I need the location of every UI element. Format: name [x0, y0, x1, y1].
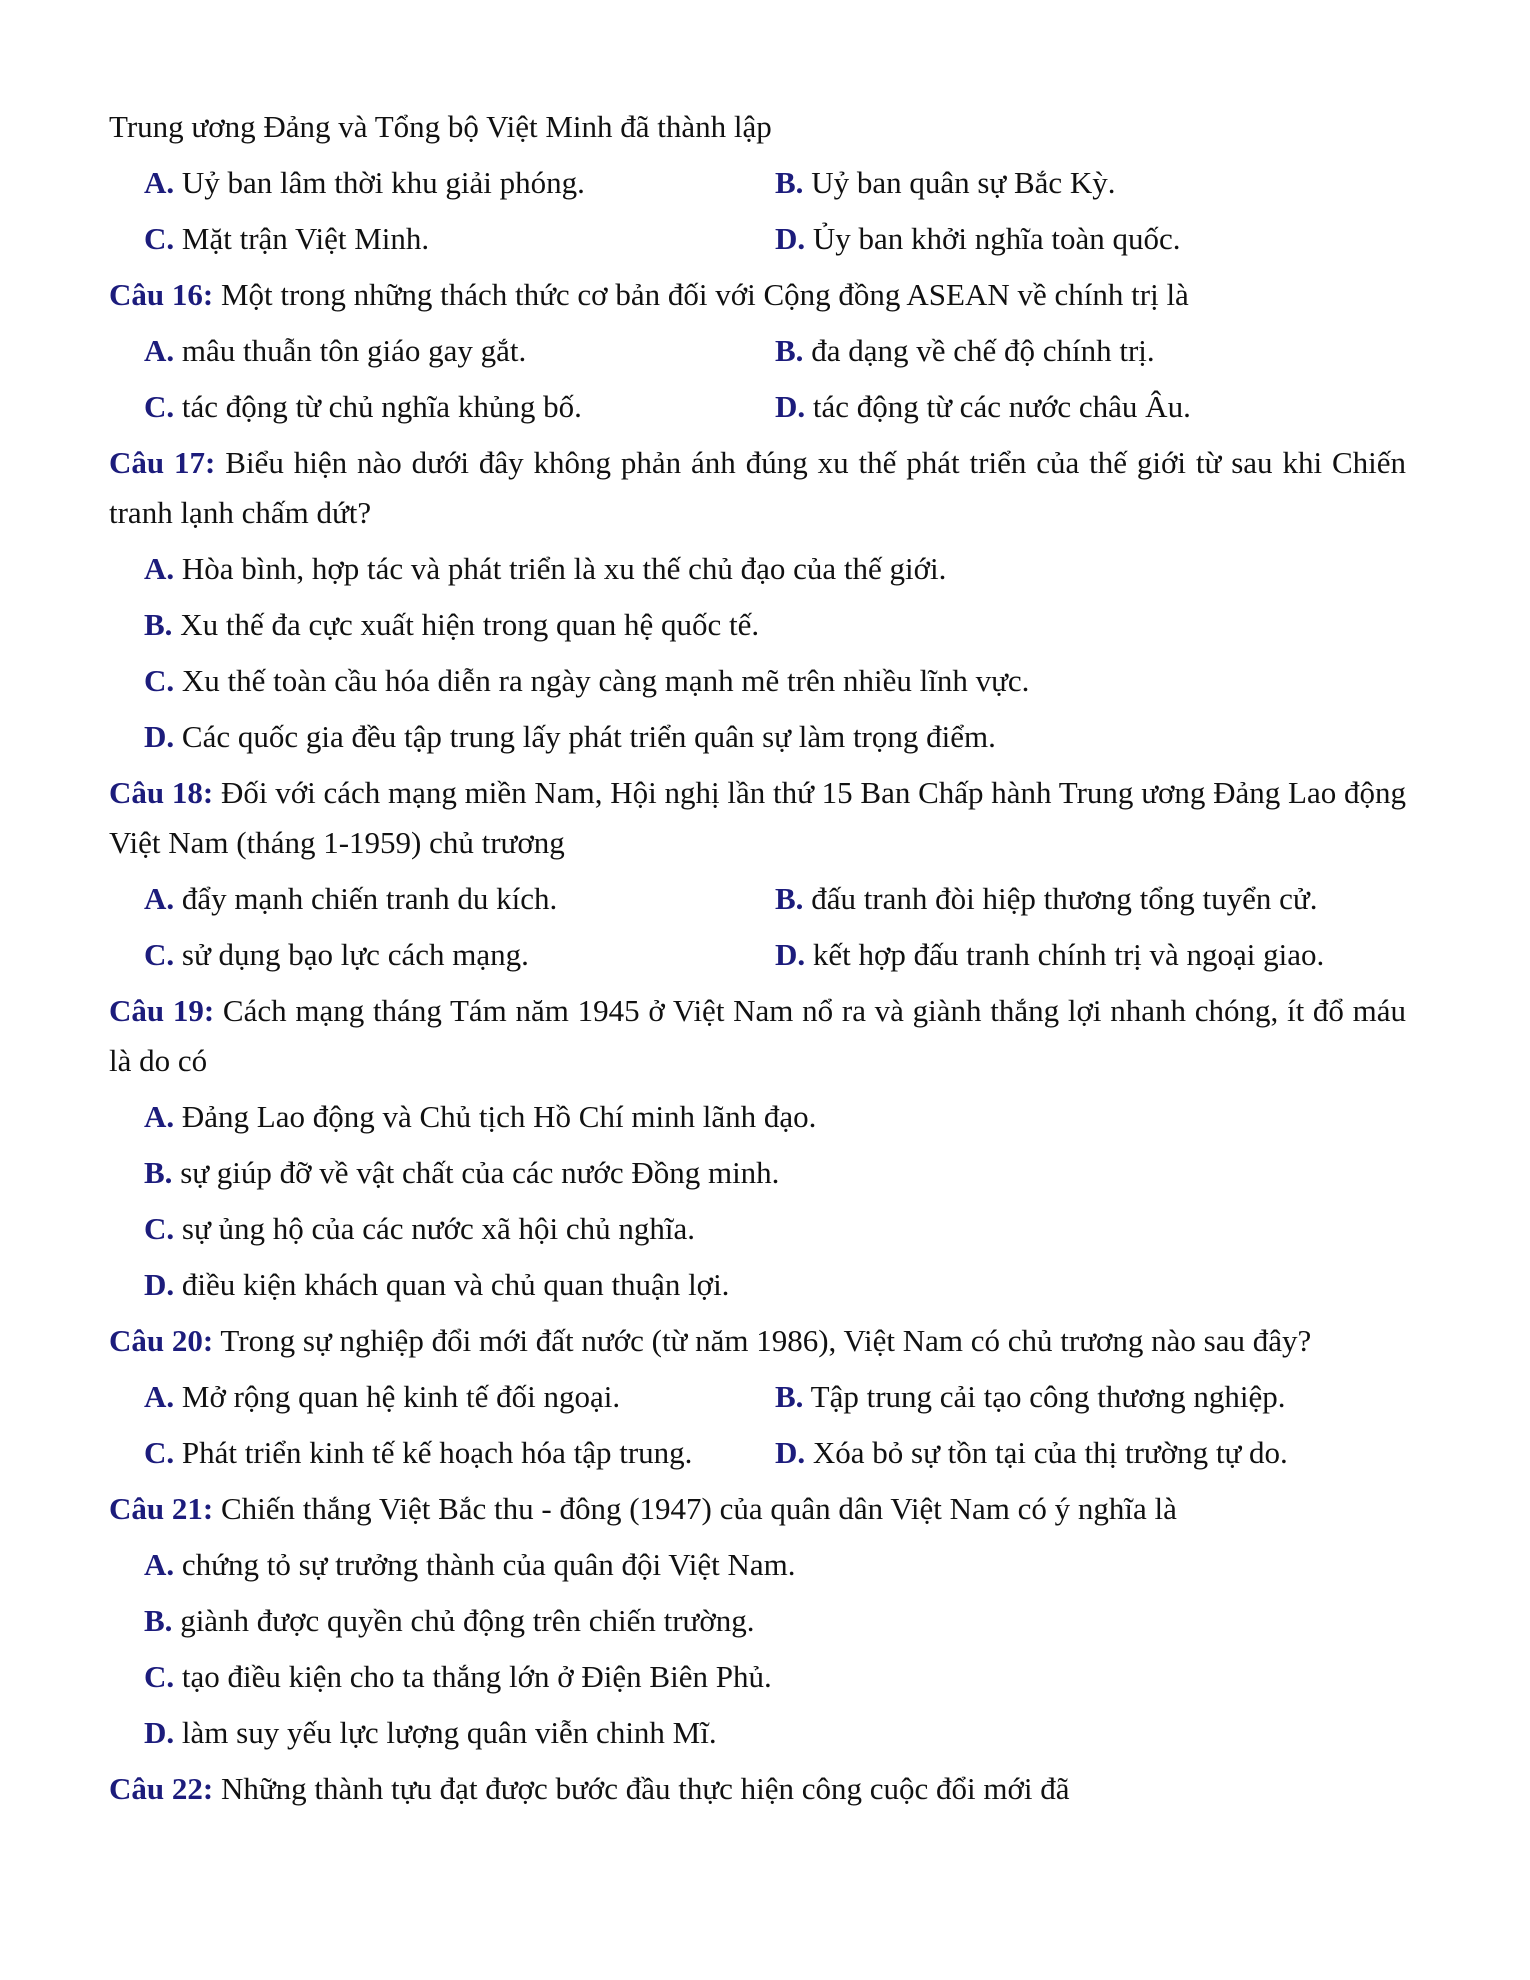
question-stem	[109, 270, 1406, 320]
option-line	[109, 1596, 1406, 1646]
question-text: Trong sự nghiệp đổi mới đất nước (từ năm 1986), Việt Nam có chủ trương nào sau đây?	[220, 1323, 1312, 1358]
question-text: Một trong những thách thức cơ bản đối với Cộng đồng ASEAN về chính trị là	[220, 277, 1189, 312]
option-b	[144, 1596, 1406, 1646]
option-label: B.	[775, 333, 804, 368]
option-label: A.	[144, 881, 175, 916]
option-text: Các quốc gia đều tập trung lấy phát triển quân sự làm trọng điểm.	[181, 719, 996, 754]
option-label: A.	[144, 1379, 175, 1414]
option-label: A.	[144, 333, 175, 368]
option-text: làm suy yếu lực lượng quân viễn chinh Mĩ.	[181, 1715, 717, 1750]
option-text: tác động từ chủ nghĩa khủng bố.	[181, 389, 582, 424]
option-c	[144, 214, 775, 264]
question-stem	[109, 1484, 1406, 1534]
question-number: Câu 19:	[109, 993, 215, 1028]
option-row	[109, 326, 1406, 376]
question-stem	[109, 768, 1406, 868]
question-stem	[109, 986, 1406, 1086]
option-a	[144, 874, 775, 924]
question-21	[109, 1484, 1406, 1758]
option-text: chứng tỏ sự trưởng thành của quân đội Việt Nam.	[181, 1547, 796, 1582]
option-label: B.	[144, 1155, 173, 1190]
option-label: C.	[144, 1435, 175, 1470]
question-22	[109, 1764, 1406, 1814]
question-intro-text: Trung ương Đảng và Tổng bộ Việt Minh đã thành lập	[109, 109, 772, 144]
option-label: A.	[144, 165, 175, 200]
option-label: A.	[144, 1099, 175, 1134]
option-text: Phát triển kinh tế kế hoạch hóa tập trung.	[181, 1435, 693, 1470]
option-label: D.	[775, 937, 806, 972]
question-18	[109, 768, 1406, 980]
option-c	[144, 1428, 775, 1478]
option-row	[109, 158, 1406, 208]
option-row	[109, 1372, 1406, 1422]
option-text: tạo điều kiện cho ta thắng lớn ở Điện Biên Phủ.	[181, 1659, 772, 1694]
option-text: sự giúp đỡ về vật chất của các nước Đồng minh.	[180, 1155, 780, 1190]
option-line	[109, 656, 1406, 706]
option-text: điều kiện khách quan và chủ quan thuận lợi.	[181, 1267, 730, 1302]
option-a	[144, 1540, 1406, 1590]
option-label: C.	[144, 937, 175, 972]
option-text: tác động từ các nước châu Âu.	[812, 389, 1191, 424]
option-text: Xu thế toàn cầu hóa diễn ra ngày càng mạnh mẽ trên nhiều lĩnh vực.	[181, 663, 1030, 698]
question-text: Chiến thắng Việt Bắc thu - đông (1947) của quân dân Việt Nam có ý nghĩa là	[220, 1491, 1177, 1526]
option-text: sự ủng hộ của các nước xã hội chủ nghĩa.	[181, 1211, 696, 1246]
option-c	[144, 1204, 1406, 1254]
question-stem	[109, 1764, 1406, 1814]
option-label: C.	[144, 663, 175, 698]
option-label: D.	[144, 1267, 175, 1302]
option-line	[109, 1204, 1406, 1254]
option-d	[775, 930, 1324, 980]
option-d	[775, 1428, 1288, 1478]
option-b	[144, 600, 1406, 650]
option-row	[109, 1428, 1406, 1478]
option-line	[109, 712, 1406, 762]
option-label: C.	[144, 1659, 175, 1694]
question-stem	[109, 1316, 1406, 1366]
option-c	[144, 656, 1406, 706]
option-line	[109, 1148, 1406, 1198]
question-list	[109, 270, 1406, 1814]
option-c	[144, 1652, 1406, 1702]
option-text: đẩy mạnh chiến tranh du kích.	[181, 881, 558, 916]
option-c	[144, 382, 775, 432]
option-row	[109, 874, 1406, 924]
option-label: C.	[144, 1211, 175, 1246]
option-label: A.	[144, 1547, 175, 1582]
question-text: Cách mạng tháng Tám năm 1945 ở Việt Nam nổ ra và giành thắng lợi nhanh chóng, ít đổ máu là do có	[109, 993, 1407, 1078]
option-text: đấu tranh đòi hiệp thương tổng tuyển cử.	[811, 881, 1318, 916]
option-label: D.	[144, 1715, 175, 1750]
option-text: Tập trung cải tạo công thương nghiệp.	[810, 1379, 1286, 1414]
option-text: Đảng Lao động và Chủ tịch Hồ Chí minh lãnh đạo.	[181, 1099, 817, 1134]
option-d	[144, 1708, 1406, 1758]
option-label: B.	[144, 607, 173, 642]
question-16	[109, 270, 1406, 432]
question-number: Câu 21:	[109, 1491, 214, 1526]
option-label: A.	[144, 551, 175, 586]
option-b	[775, 874, 1317, 924]
option-b	[775, 326, 1155, 376]
option-text: Xu thế đa cực xuất hiện trong quan hệ quốc tế.	[180, 607, 760, 642]
option-b	[775, 1372, 1285, 1422]
option-text: đa dạng về chế độ chính trị.	[811, 333, 1155, 368]
option-line	[109, 1708, 1406, 1758]
option-text: Hòa bình, hợp tác và phát triển là xu thế chủ đạo của thế giới.	[181, 551, 947, 586]
question-text: Những thành tựu đạt được bước đầu thực hiện công cuộc đổi mới đã	[220, 1771, 1070, 1806]
question-number: Câu 16:	[109, 277, 214, 312]
question-text: Đối với cách mạng miền Nam, Hội nghị lần thứ 15 Ban Chấp hành Trung ương Đảng Lao động Việt Nam (tháng 1-1959) chủ trương	[109, 775, 1407, 860]
option-label: D.	[144, 719, 175, 754]
option-row	[109, 930, 1406, 980]
option-label: B.	[144, 1603, 173, 1638]
option-text: Ủy ban khởi nghĩa toàn quốc.	[812, 221, 1181, 256]
option-text: sử dụng bạo lực cách mạng.	[181, 937, 529, 972]
option-text: Mặt trận Việt Minh.	[181, 221, 430, 256]
option-row	[109, 214, 1406, 264]
exam-page	[109, 102, 1406, 1820]
option-d	[144, 1260, 1406, 1310]
option-a	[144, 544, 1406, 594]
option-a	[144, 1092, 1406, 1142]
option-line	[109, 1652, 1406, 1702]
question-19	[109, 986, 1406, 1310]
option-row	[109, 382, 1406, 432]
option-line	[109, 600, 1406, 650]
question-number: Câu 17:	[109, 445, 216, 480]
question-17	[109, 438, 1406, 762]
question-number: Câu 18:	[109, 775, 214, 810]
option-d	[775, 214, 1181, 264]
question-20	[109, 1316, 1406, 1478]
option-line	[109, 1540, 1406, 1590]
option-label: C.	[144, 389, 175, 424]
option-line	[109, 544, 1406, 594]
question-number: Câu 22:	[109, 1771, 214, 1806]
option-b	[144, 1148, 1406, 1198]
option-text: Uỷ ban lâm thời khu giải phóng.	[181, 165, 585, 200]
option-text: Mở rộng quan hệ kinh tế đối ngoại.	[181, 1379, 621, 1414]
option-text: mâu thuẫn tôn giáo gay gắt.	[181, 333, 527, 368]
option-d	[775, 382, 1191, 432]
option-text: Xóa bỏ sự tồn tại của thị trường tự do.	[812, 1435, 1288, 1470]
question-number: Câu 20:	[109, 1323, 214, 1358]
option-label: C.	[144, 221, 175, 256]
option-d	[144, 712, 1406, 762]
option-b	[775, 158, 1116, 208]
option-text: Uỷ ban quân sự Bắc Kỳ.	[811, 165, 1116, 200]
option-label: D.	[775, 1435, 806, 1470]
option-c	[144, 930, 775, 980]
option-label: D.	[775, 389, 806, 424]
option-label: B.	[775, 881, 804, 916]
option-label: B.	[775, 1379, 804, 1414]
option-text: giành được quyền chủ động trên chiến trường.	[180, 1603, 755, 1638]
question-text: Biểu hiện nào dưới đây không phản ánh đúng xu thế phát triển của thế giới từ sau khi Chiến tranh lạnh chấm dứt?	[109, 445, 1407, 530]
option-a	[144, 326, 775, 376]
question-stem	[109, 438, 1406, 538]
option-label: B.	[775, 165, 804, 200]
option-a	[144, 158, 775, 208]
option-label: D.	[775, 221, 806, 256]
option-a	[144, 1372, 775, 1422]
option-text: kết hợp đấu tranh chính trị và ngoại giao.	[812, 937, 1325, 972]
option-line	[109, 1092, 1406, 1142]
option-line	[109, 1260, 1406, 1310]
